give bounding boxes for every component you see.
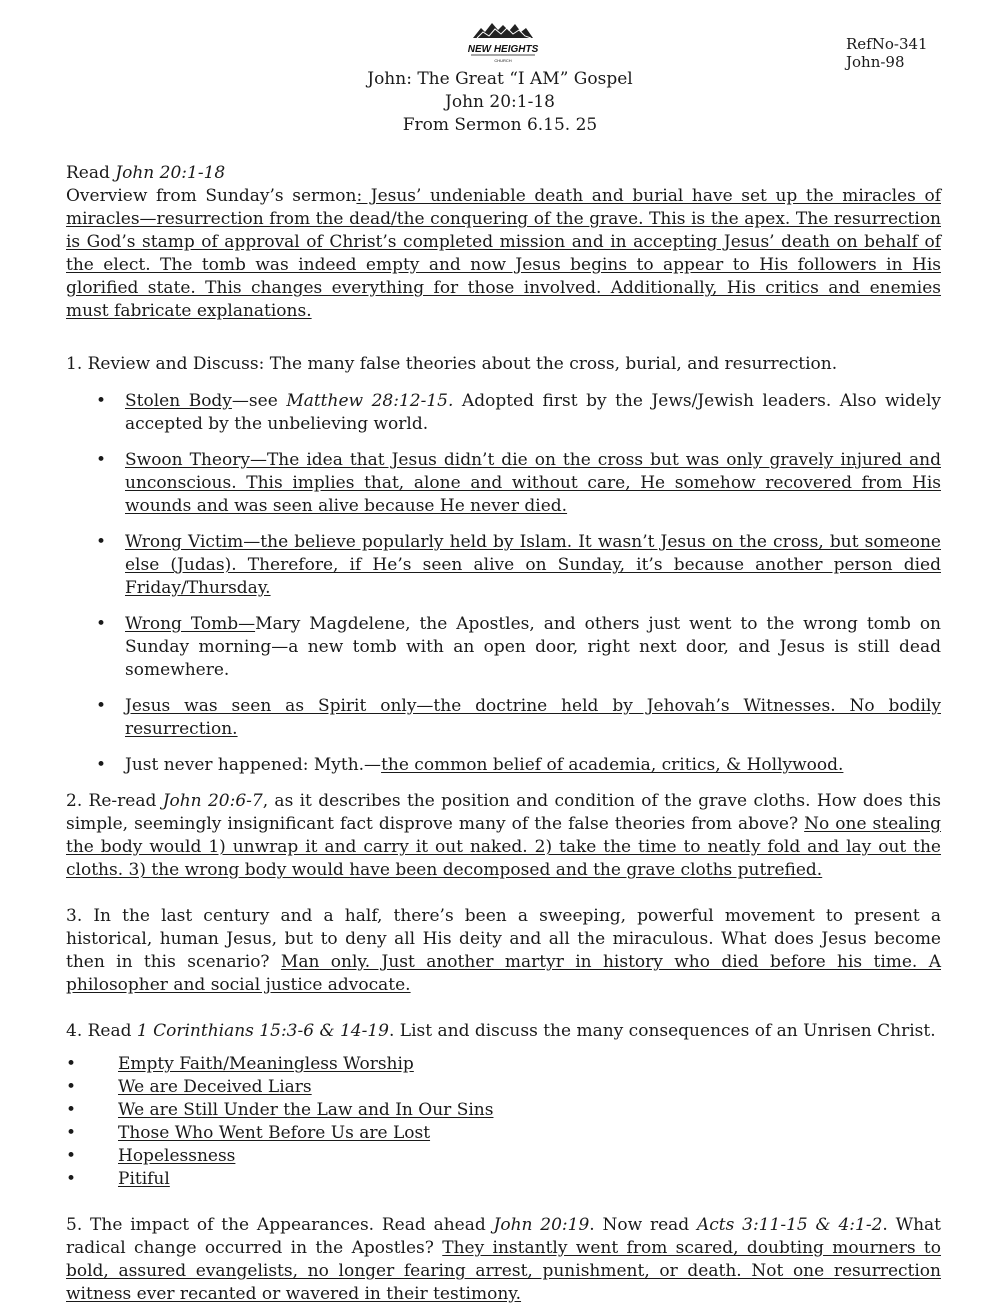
theory-wrong-tomb: • Wrong Tomb—Mary Magdelene, the Apostles, and others just went to the wrong tomb on Sunday morning—a new tomb with an open door, right next door, and Jesus is still dead somewhere. <box>66 613 941 682</box>
question-4: 4. Read 1 Corinthians 15:3-6 & 14-19. List and discuss the many consequences of an Unrisen Christ. <box>66 1021 936 1041</box>
theory-spirit-only: • Jesus was seen as Spirit only—the doctrine held by Jehovah’s Witnesses. No bodily resurrection. <box>66 695 941 741</box>
new-heights-logo <box>465 22 541 64</box>
list-item: • Empty Faith/Meaningless Worship <box>66 1053 941 1076</box>
q5-ref2: Acts 3:11-15 & 4:1-2 <box>697 1215 883 1235</box>
page-title: John: The Great “I AM” Gospel <box>367 69 633 89</box>
logo-text: NEW HEIGHTS <box>467 44 539 55</box>
title-block <box>0 68 1000 137</box>
list-item: • Pitiful <box>66 1168 941 1191</box>
overview <box>66 185 941 323</box>
overview-text: : Jesus’ undeniable death and burial have set up the miracles of miracles—resurrection from the dead/the conquering of the grave. This is the apex. The resurrection is God’s stamp of approval of Christ’s completed mission and in accepting Jesus’ death on behalf of the elect. The tomb was indeed empty and now Jesus begins to appear to His followers in His glorified state. This changes everything for those involved. Additionally, His critics and enemies must fabricate explanations. <box>66 186 941 321</box>
list-item: • We are Still Under the Law and In Our Sins <box>66 1099 941 1122</box>
list-item: • We are Deceived Liars <box>66 1076 941 1099</box>
q5-ref1: John 20:19 <box>493 1215 590 1235</box>
read-ref: John 20:1-18 <box>115 163 226 183</box>
theories-list <box>66 390 941 777</box>
question-5: 5. The impact of the Appearances. Read ahead John 20:19. Now read Acts 3:11-15 & 4:1-2. What radical change occurred in the Apostles? They instantly went from scared, doubting mourners to bold, assured evangelists, no longer fearing arrest, punishment, or death. Not one resurrection witness ever recanted or wavered in their testimony. <box>66 1215 941 1304</box>
study-content <box>66 162 941 1306</box>
consequences-list <box>66 1053 941 1191</box>
sermon-date: From Sermon 6.15. 25 <box>402 115 598 135</box>
reference-block <box>846 35 928 71</box>
read-line: Read John 20:1-18 <box>66 163 226 183</box>
passage: John 20:1-18 <box>445 92 555 112</box>
theory-myth: • Just never happened: Myth.—the common belief of academia, critics, & Hollywood. <box>66 754 941 777</box>
question-3: 3. In the last century and a half, there’s been a sweeping, powerful movement to present a historical, human Jesus, but to deny all His deity and all the miraculous. What does Jesus become then in this scenario? Man only. Just another martyr in history who died before his time. A philosopher and social justice advocate. <box>66 906 941 995</box>
q2-ref: John 20:6-7 <box>162 791 263 811</box>
list-item: • Hopelessness <box>66 1145 941 1168</box>
q5-answer: They instantly went from scared, doubting mourners to bold, assured evangelists, no longer fearing arrest, punishment, or death. Not one resurrection witness ever recanted or wavered in their testimony. <box>66 1238 941 1304</box>
theory-swoon: • Swoon Theory—The idea that Jesus didn’t die on the cross but was only gravely injured and unconscious. This implies that, alone and without care, He somehow recovered from His wounds and was seen alive because He never died. <box>66 449 941 518</box>
q2-answer: No one stealing the body would 1) unwrap it and carry it out naked. 2) take the time to neatly fold and lay out the cloths. 3) the wrong body would have been decomposed and the grave cloths putrefied. <box>66 814 942 880</box>
logo-subtext: CHURCH <box>494 58 512 63</box>
ref-number: RefNo-341 <box>846 35 928 53</box>
theory-stolen-body: • Stolen Body—see Matthew 28:12-15. Adopted first by the Jews/Jewish leaders. Also widely accepted by the unbelieving world. <box>66 390 941 436</box>
ref-book: John-98 <box>846 53 905 71</box>
q4-ref: 1 Corinthians 15:3-6 & 14-19 <box>136 1021 389 1041</box>
list-item: • Those Who Went Before Us are Lost <box>66 1122 941 1145</box>
theory-wrong-victim: • Wrong Victim—the believe popularly held by Islam. It wasn’t Jesus on the cross, but someone else (Judas). Therefore, if He’s seen alive on Sunday, it’s because another person died Friday/Thursday. <box>66 531 941 600</box>
overview-lead: Overview from Sunday’s sermon <box>66 186 357 206</box>
question-1: 1. Review and Discuss: The many false theories about the cross, burial, and resurrection. <box>66 354 838 374</box>
q3-answer: Man only. Just another martyr in history who died before his time. A philosopher and social justice advocate. <box>66 952 941 995</box>
question-2: 2. Re-read John 20:6-7, as it describes the position and condition of the grave cloths. How does this simple, seemingly insignificant fact disprove many of the false theories from above? No one stealing the body would 1) unwrap it and carry it out naked. 2) take the time to neatly fold and lay out the cloths. 3) the wrong body would have been decomposed and the grave cloths putrefied. <box>66 791 942 880</box>
